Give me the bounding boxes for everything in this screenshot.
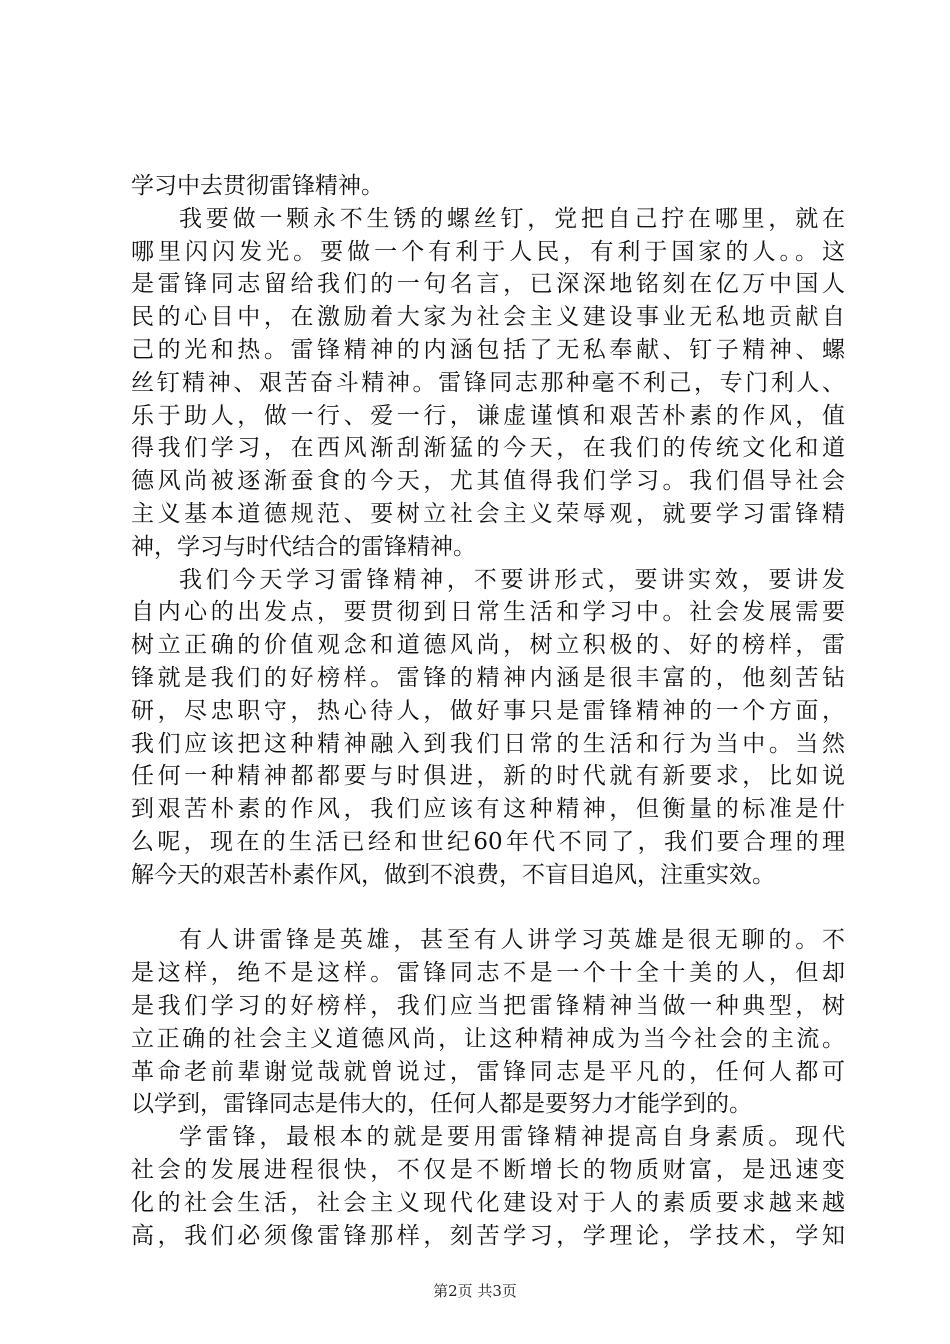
paragraph-line: 民的心目中，在激励着大家为社会主义建设事业无私地贡献自 xyxy=(131,304,845,331)
paragraph-line: 是雷锋同志留给我们的一句名言，已深深地铭刻在亿万中国人 xyxy=(131,271,845,298)
paragraph-line: 我们应该把这种精神融入到我们日常的生活和行为当中。当然 xyxy=(131,730,845,757)
paragraph-line: 丝钉精神、艰苦奋斗精神。雷锋同志那种毫不利己，专门利人、 xyxy=(131,369,845,396)
document-body xyxy=(131,170,845,1252)
paragraph-line: 主义基本道德规范、要树立社会主义荣辱观，就要学习雷锋精 xyxy=(131,500,845,527)
paragraph-line: 任何一种精神都都要与时俱进，新的时代就有新要求，比如说 xyxy=(131,763,845,790)
paragraph-line: 高，我们必须像雷锋那样，刻苦学习，学理论，学技术，学知 xyxy=(131,1222,845,1249)
paragraph-line: 学雷锋，最根本的就是要用雷锋精神提高自身素质。现代 xyxy=(179,1124,845,1151)
paragraph-line: 研，尽忠职守，热心待人，做好事只是雷锋精神的一个方面， xyxy=(131,697,845,724)
paragraph-line: 我要做一颗永不生锈的螺丝钉，党把自己拧在哪里，就在 xyxy=(179,205,845,232)
paragraph-line: 有人讲雷锋是英雄，甚至有人讲学习英雄是很无聊的。不 xyxy=(179,927,845,954)
paragraph-line: 得我们学习，在西风渐刮渐猛的今天，在我们的传统文化和道 xyxy=(131,435,845,462)
paragraph-line: 么呢，现在的生活已经和世纪60年代不同了，我们要合理的理 xyxy=(131,828,845,855)
paragraph-line: 到艰苦朴素的作风，我们应该有这种精神，但衡量的标准是什 xyxy=(131,796,845,823)
paragraph-line: 己的光和热。雷锋精神的内涵包括了无私奉献、钉子精神、螺 xyxy=(131,336,845,363)
paragraph-line: 革命老前辈谢觉哉就曾说过，雷锋同志是平凡的，任何人都可 xyxy=(131,1058,845,1085)
paragraph-line: 社会的发展进程很快，不仅是不断增长的物质财富，是迅速变 xyxy=(131,1156,845,1183)
paragraph-line: 树立正确的价值观念和道德风尚，树立积极的、好的榜样，雷 xyxy=(131,632,845,659)
paragraph-line: 是这样，绝不是这样。雷锋同志不是一个十全十美的人，但却 xyxy=(131,960,845,987)
paragraph-line: 学习中去贯彻雷锋精神。 xyxy=(131,173,384,199)
paragraph-line: 以学到，雷锋同志是伟大的，任何人都是要努力才能学到的。 xyxy=(131,1091,752,1118)
paragraph-line: 解今天的艰苦朴素作风，做到不浪费，不盲目追风，注重实效。 xyxy=(131,861,775,888)
paragraph-spacer xyxy=(131,892,845,925)
paragraph-line: 立正确的社会主义道德风尚，让这种精神成为当今社会的主流。 xyxy=(131,1025,845,1052)
paragraph-line: 乐于助人，做一行、爱一行，谦虚谨慎和艰苦朴素的作风，值 xyxy=(131,402,845,429)
page-footer: 第2页 共3页 xyxy=(433,1282,517,1300)
paragraph-line: 锋就是我们的好榜样。雷锋的精神内涵是很丰富的，他刻苦钻 xyxy=(131,664,845,691)
paragraph-line: 哪里闪闪发光。要做一个有利于人民，有利于国家的人。。这 xyxy=(131,238,845,265)
paragraph-line: 是我们学习的好榜样，我们应当把雷锋精神当做一种典型，树 xyxy=(131,992,845,1019)
paragraph-line: 化的社会生活，社会主义现代化建设对于人的素质要求越来越 xyxy=(131,1189,845,1216)
paragraph-line: 自内心的出发点，要贯彻到日常生活和学习中。社会发展需要 xyxy=(131,599,845,626)
paragraph-line: 德风尚被逐渐蚕食的今天，尤其值得我们学习。我们倡导社会 xyxy=(131,468,845,495)
paragraph-line: 我们今天学习雷锋精神，不要讲形式，要讲实效，要讲发 xyxy=(179,566,845,593)
paragraph-line: 神，学习与时代结合的雷锋精神。 xyxy=(131,533,476,560)
